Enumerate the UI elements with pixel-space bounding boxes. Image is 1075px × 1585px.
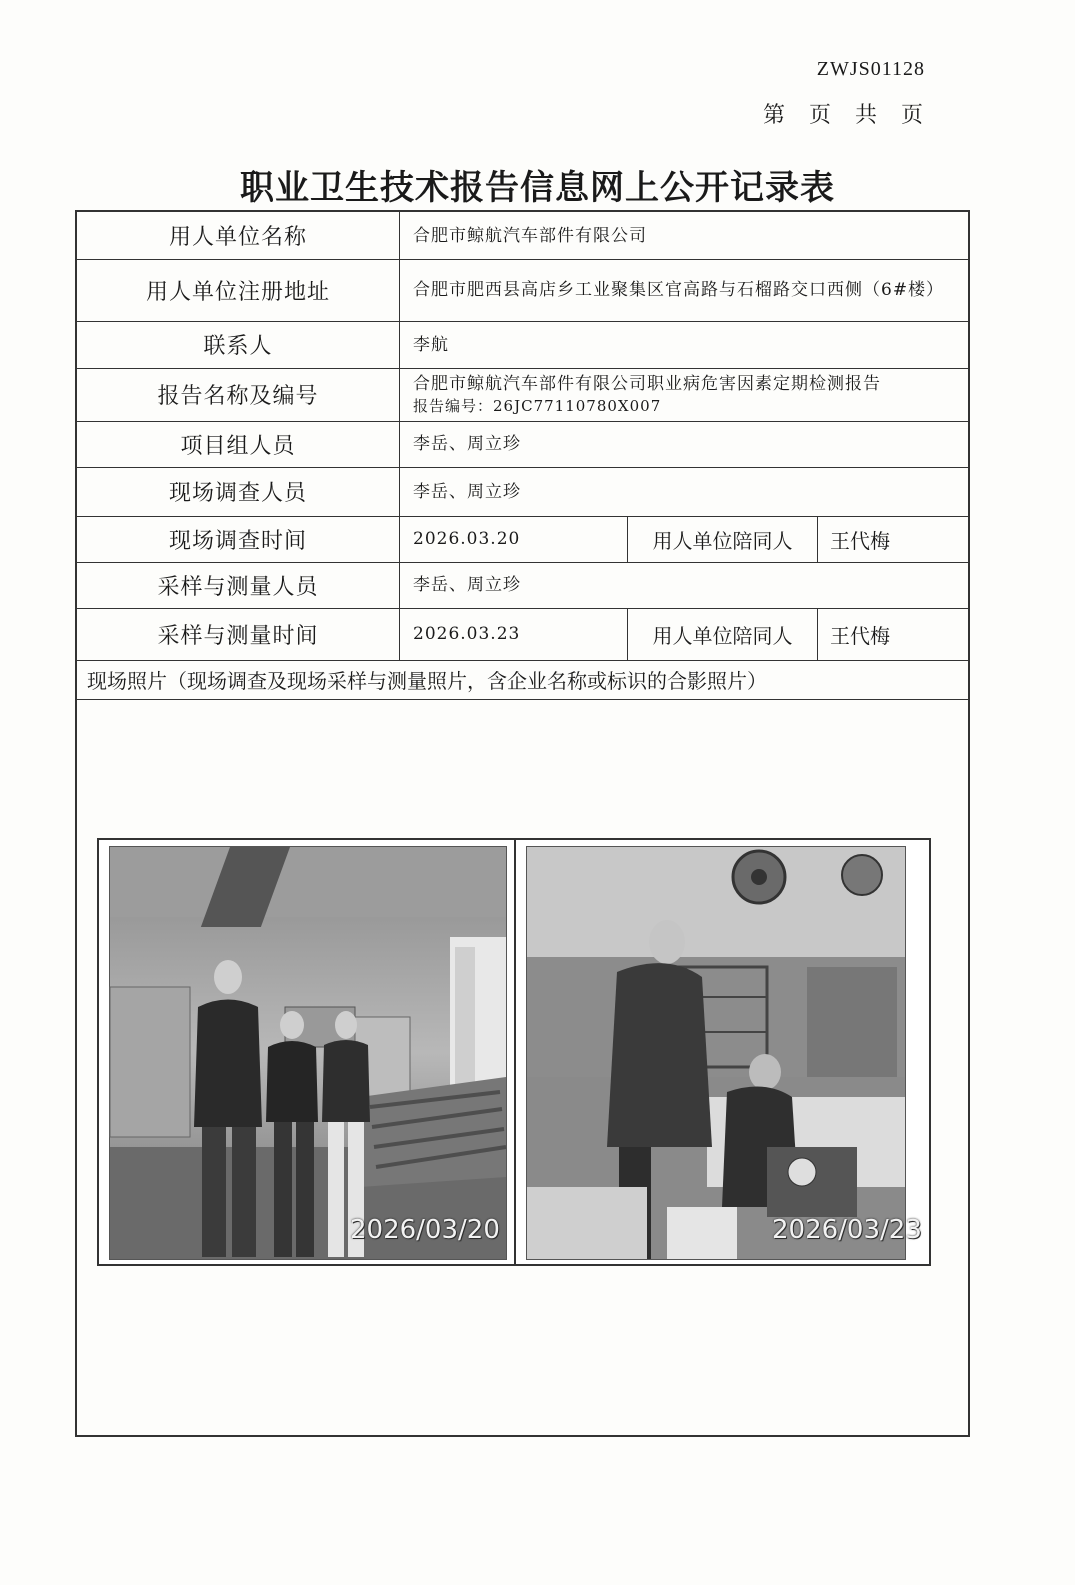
team-value: 李岳、周立珍 (413, 434, 521, 454)
address-label: 用人单位注册地址 (77, 259, 400, 321)
record-form-table (75, 210, 970, 1437)
page-label-gong: 共 (854, 103, 879, 128)
row-employer-name (77, 212, 968, 260)
page-label-ye-total: 页 (900, 103, 925, 128)
site-photo-group (109, 846, 507, 1260)
site-photos-label: 现场照片（现场调查及现场采样与测量照片，含企业名称或标识的合影照片） (77, 660, 968, 700)
survey-staff-label: 现场调查人员 (77, 467, 400, 516)
employer-name-label: 用人单位名称 (77, 212, 400, 259)
report-name: 合肥市鲸航汽车部件有限公司职业病危害因素定期检测报告 (413, 373, 881, 394)
page-label-ye: 页 (808, 103, 833, 128)
row-survey-time (77, 516, 968, 563)
row-sampling-time (77, 608, 968, 661)
survey-staff-value: 李岳、周立珍 (413, 481, 521, 502)
sampling-staff-label: 采样与测量人员 (77, 562, 400, 608)
page-number-info (741, 98, 925, 129)
survey-time-label: 现场调查时间 (77, 516, 400, 562)
report-value (400, 368, 968, 421)
survey-companion-value: 王代梅 (830, 528, 890, 553)
row-address (77, 259, 968, 322)
sampling-staff-value: 李岳、周立珍 (413, 575, 521, 595)
address-value: 合肥市肥西县高店乡工业聚集区官高路与石榴路交口西侧（6#楼） (413, 280, 945, 300)
page-label-di: 第 (762, 103, 787, 128)
document-title: 职业卫生技术报告信息网上公开记录表 (240, 168, 835, 208)
sampling-time-label: 采样与测量时间 (77, 608, 400, 660)
row-team (77, 421, 968, 468)
contact-label: 联系人 (77, 321, 400, 368)
row-survey-staff (77, 467, 968, 517)
photo-divider (514, 840, 516, 1264)
survey-time-value: 2026.03.20 (400, 516, 628, 562)
employer-name-value: 合肥市鲸航汽车部件有限公司 (413, 225, 647, 246)
row-report (77, 368, 968, 422)
site-photos-frame (97, 838, 931, 1266)
row-sampling-staff (77, 562, 968, 609)
sampling-companion-value: 王代梅 (830, 623, 890, 648)
sampling-time-value: 2026.03.23 (400, 608, 628, 660)
contact-value: 李航 (413, 334, 449, 355)
document-code: ZWJS01128 (816, 58, 925, 80)
report-label: 报告名称及编号 (77, 368, 400, 421)
survey-companion-label: 用人单位陪同人 (628, 516, 818, 562)
workshop-photo-image (527, 847, 905, 1259)
row-contact (77, 321, 968, 369)
site-photo-workshop (526, 846, 922, 1260)
team-label: 项目组人员 (77, 421, 400, 467)
report-number: 报告编号：26JC77110780X007 (413, 396, 662, 415)
group-photo-image (110, 847, 506, 1259)
photo-date-stamp: 2026/03/20 (350, 1215, 500, 1245)
photo-date-stamp: 2026/03/23 (772, 1215, 922, 1245)
sampling-companion-label: 用人单位陪同人 (628, 608, 818, 660)
